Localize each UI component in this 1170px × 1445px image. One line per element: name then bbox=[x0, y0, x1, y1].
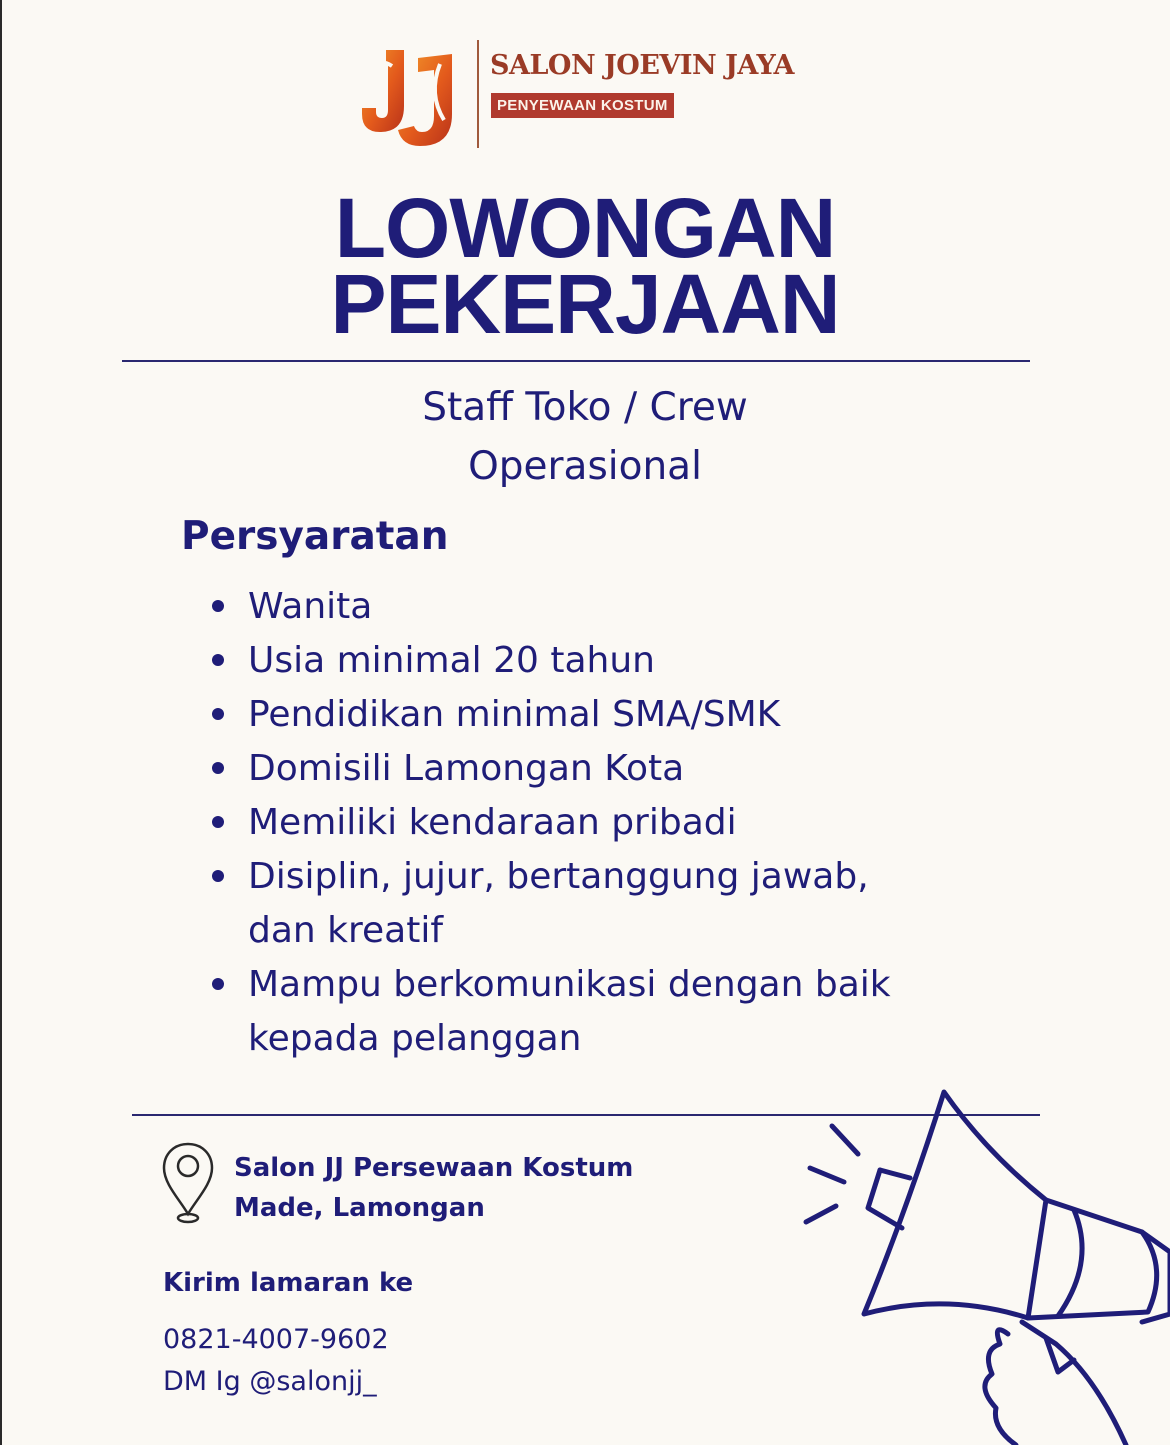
requirements-list bbox=[210, 580, 1010, 1066]
bullet-icon bbox=[212, 762, 224, 774]
logo-divider bbox=[477, 40, 479, 148]
list-item bbox=[210, 958, 1010, 1066]
list-item bbox=[210, 796, 1010, 850]
requirement-text: Mampu berkomunikasi dengan baik bbox=[248, 964, 891, 1005]
apply-heading: Kirim lamaran ke bbox=[163, 1268, 414, 1298]
requirement-text: Disiplin, jujur, bertanggung jawab, bbox=[248, 856, 869, 897]
address-line-2: Made, Lamongan bbox=[234, 1193, 485, 1223]
requirement-text: Pendidikan minimal SMA/SMK bbox=[248, 694, 781, 735]
position-title-line-1: Staff Toko / Crew bbox=[422, 385, 748, 430]
position-title-line-2: Operasional bbox=[468, 444, 702, 489]
requirement-text-continued: kepada pelanggan bbox=[248, 1018, 582, 1059]
phone-number: 0821-4007-9602 bbox=[163, 1324, 389, 1355]
requirements-heading: Persyaratan bbox=[181, 514, 449, 559]
requirement-text: Domisili Lamongan Kota bbox=[248, 748, 685, 789]
location-pin-icon bbox=[158, 1140, 218, 1226]
list-item bbox=[210, 850, 1010, 958]
bullet-icon bbox=[212, 870, 224, 882]
bullet-icon bbox=[212, 978, 224, 990]
address-line-1: Salon JJ Persewaan Kostum bbox=[234, 1153, 634, 1183]
bullet-icon bbox=[212, 816, 224, 828]
list-item bbox=[210, 634, 1010, 688]
list-item bbox=[210, 688, 1010, 742]
brand-name: SALON JOEVIN JAYA bbox=[490, 50, 794, 81]
bullet-icon bbox=[212, 654, 224, 666]
headline-line-2: PEKERJAAN bbox=[330, 257, 840, 351]
divider-top bbox=[122, 360, 1030, 362]
bullet-icon bbox=[212, 600, 224, 612]
jj-monogram-icon bbox=[356, 44, 468, 148]
brand-tagline: PENYEWAAN KOSTUM bbox=[491, 93, 674, 118]
list-item bbox=[210, 742, 1010, 796]
headline-line-1: LOWONGAN bbox=[334, 181, 836, 275]
bullet-icon bbox=[212, 708, 224, 720]
requirement-text: Memiliki kendaraan pribadi bbox=[248, 802, 737, 843]
requirement-text: Usia minimal 20 tahun bbox=[248, 640, 655, 681]
instagram-handle: DM Ig @salonjj_ bbox=[163, 1366, 377, 1397]
requirement-text: Wanita bbox=[248, 586, 373, 627]
megaphone-icon bbox=[796, 1082, 1170, 1445]
requirement-text-continued: dan kreatif bbox=[248, 910, 444, 951]
list-item bbox=[210, 580, 1010, 634]
